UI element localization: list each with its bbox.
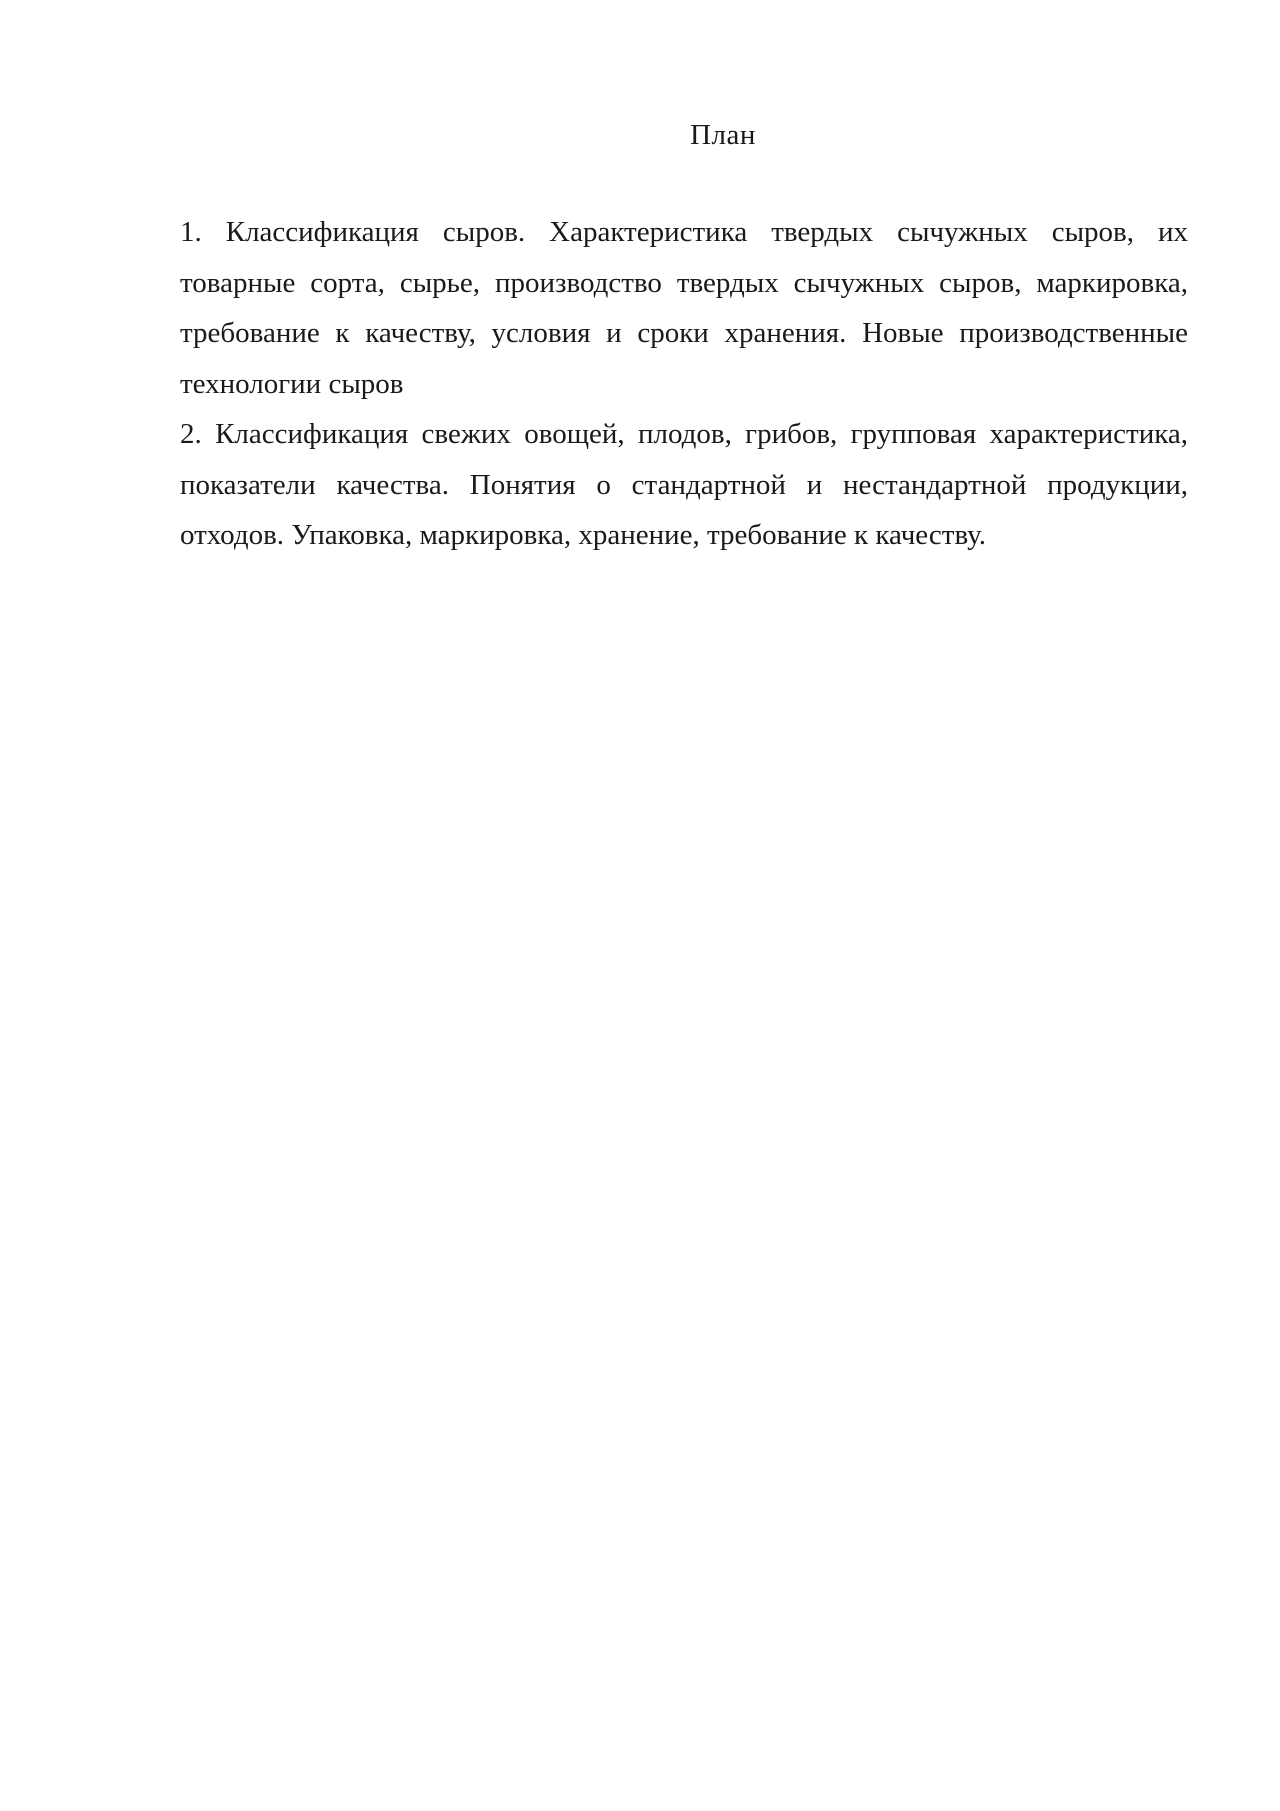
- plan-item-2: 2. Классификация свежих овощей, плодов, грибов, групповая характеристика, показатели качества. Понятия о стандартной и нестандартной продукции, отходов. Упаковка, маркировка, хранение, требование к качеству.: [180, 418, 1188, 551]
- page-title: План: [690, 119, 756, 151]
- plan-list: [180, 207, 1188, 561]
- plan-item-1: 1. Классификация сыров. Характеристика твердых сычужных сыров, их товарные сорта, сырье, производство твердых сычужных сыров, маркировка, требование к качеству, условия и сроки хранения. Новые производственные технологии сыров: [180, 216, 1188, 400]
